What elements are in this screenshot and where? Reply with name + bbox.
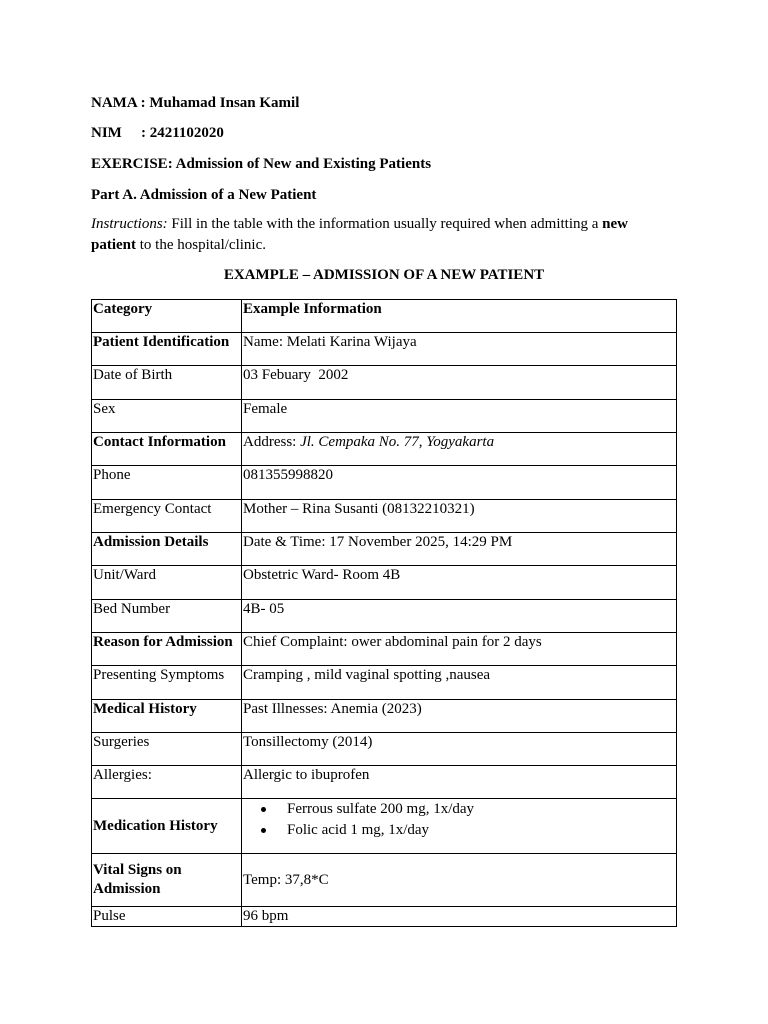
row-info bbox=[242, 799, 677, 854]
table-row bbox=[92, 633, 677, 666]
row-info: Temp: 37,8*C bbox=[242, 854, 677, 907]
table-row bbox=[92, 433, 677, 466]
table-row bbox=[92, 466, 677, 500]
table-row bbox=[92, 907, 677, 927]
row-category: Presenting Symptoms bbox=[92, 666, 242, 700]
instructions-text-after: to the hospital/clinic. bbox=[136, 237, 266, 253]
row-info: 96 bpm bbox=[242, 907, 677, 927]
row-info: Mother – Rina Susanti (08132210321) bbox=[242, 500, 677, 533]
row-info: Date & Time: 17 November 2025, 14:29 PM bbox=[242, 533, 677, 566]
nim-value: : 2421102020 bbox=[141, 125, 224, 141]
medication-list bbox=[243, 799, 675, 841]
part-title: Part A. Admission of a New Patient bbox=[91, 187, 317, 203]
row-category: Phone bbox=[92, 466, 242, 500]
table-row bbox=[92, 666, 677, 700]
table-row bbox=[92, 700, 677, 733]
row-category: Sex bbox=[92, 400, 242, 433]
table-row bbox=[92, 366, 677, 400]
list-item: Ferrous sulfate 200 mg, 1x/day bbox=[287, 799, 675, 820]
row-info bbox=[242, 433, 677, 466]
row-category: Patient Identification bbox=[92, 333, 242, 366]
instructions-bold: new patient bbox=[91, 216, 629, 253]
header-info: Example Information bbox=[242, 300, 677, 333]
name-value: Muhamad Insan Kamil bbox=[149, 95, 300, 111]
row-category: Emergency Contact bbox=[92, 500, 242, 533]
row-category: Allergies: bbox=[92, 766, 242, 799]
address-prefix: Address: bbox=[243, 434, 301, 450]
nim-label: NIM bbox=[91, 125, 122, 141]
row-info: 081355998820 bbox=[242, 466, 677, 500]
row-category: Date of Birth bbox=[92, 366, 242, 400]
row-info: Obstetric Ward- Room 4B bbox=[242, 566, 677, 600]
exercise-title: EXERCISE: Admission of New and Existing Patients bbox=[91, 156, 432, 172]
table-row bbox=[92, 799, 677, 854]
row-info: Female bbox=[242, 400, 677, 433]
row-category: Vital Signs on Admission bbox=[92, 854, 242, 907]
table-row bbox=[92, 566, 677, 600]
instructions-label: Instructions: bbox=[91, 216, 168, 232]
table-row bbox=[92, 600, 677, 633]
row-info: Allergic to ibuprofen bbox=[242, 766, 677, 799]
table-row bbox=[92, 733, 677, 766]
instructions bbox=[91, 214, 651, 256]
admission-table bbox=[91, 299, 677, 927]
row-category: Medication History bbox=[92, 799, 242, 854]
row-category: Unit/Ward bbox=[92, 566, 242, 600]
row-info: 4B- 05 bbox=[242, 600, 677, 633]
name-line bbox=[91, 94, 299, 112]
row-category: Surgeries bbox=[92, 733, 242, 766]
row-info: 03 Febuary 2002 bbox=[242, 366, 677, 400]
row-category: Medical History bbox=[92, 700, 242, 733]
table-header-row bbox=[92, 300, 677, 333]
table-row bbox=[92, 400, 677, 433]
row-category: Bed Number bbox=[92, 600, 242, 633]
nim-line bbox=[91, 124, 224, 142]
name-label: NAMA : bbox=[91, 95, 146, 111]
row-category: Admission Details bbox=[92, 533, 242, 566]
row-info: Cramping , mild vaginal spotting ,nausea bbox=[242, 666, 677, 700]
header-category: Category bbox=[92, 300, 242, 333]
table-row bbox=[92, 766, 677, 799]
row-category: Pulse bbox=[92, 907, 242, 927]
instructions-text-before: Fill in the table with the information usually required when admitting a bbox=[167, 216, 603, 232]
row-info: Tonsillectomy (2014) bbox=[242, 733, 677, 766]
row-info: Past Illnesses: Anemia (2023) bbox=[242, 700, 677, 733]
row-category: Reason for Admission bbox=[92, 633, 242, 666]
table-title: EXAMPLE – ADMISSION OF A NEW PATIENT bbox=[223, 267, 545, 283]
table-row bbox=[92, 854, 677, 907]
address-value: Jl. Cempaka No. 77, Yogyakarta bbox=[300, 434, 495, 450]
row-info: Name: Melati Karina Wijaya bbox=[242, 333, 677, 366]
table-row bbox=[92, 333, 677, 366]
table-row bbox=[92, 500, 677, 533]
list-item: Folic acid 1 mg, 1x/day bbox=[287, 820, 675, 841]
row-info: Chief Complaint: ower abdominal pain for 2 days bbox=[242, 633, 677, 666]
row-category: Contact Information bbox=[92, 433, 242, 466]
table-row bbox=[92, 533, 677, 566]
